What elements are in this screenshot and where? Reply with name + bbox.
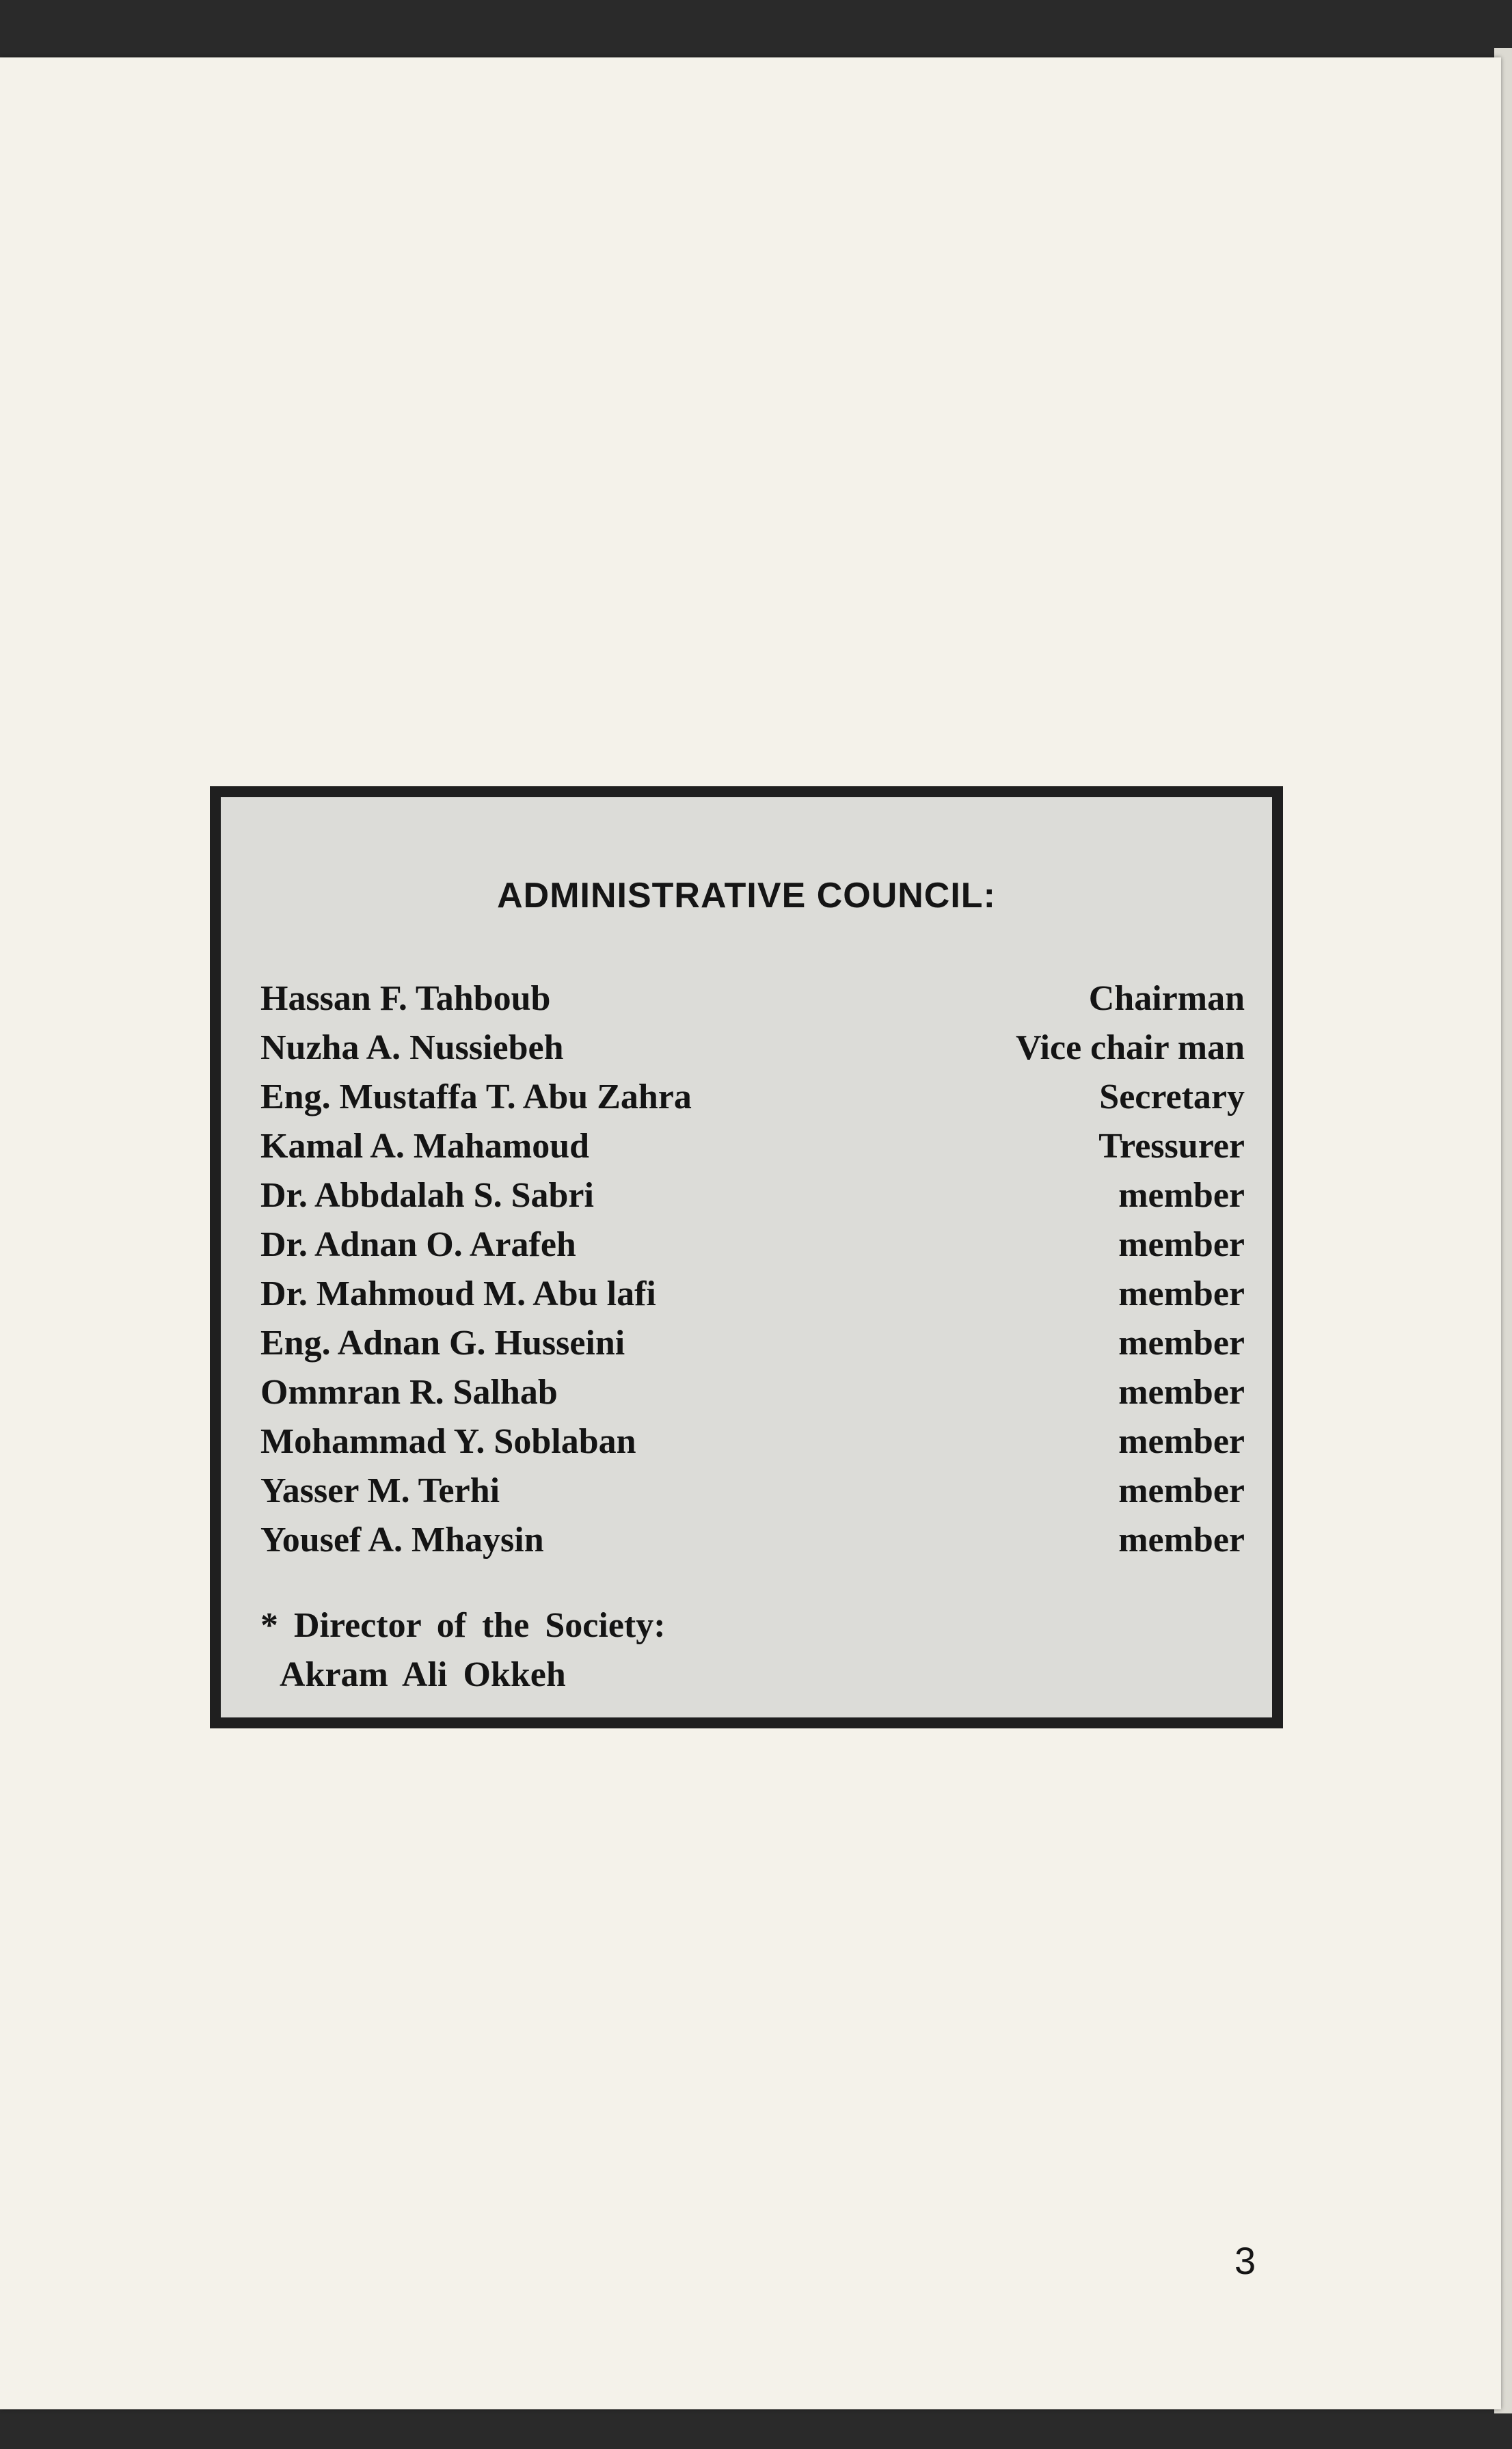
document-page: [0, 57, 1501, 2409]
council-members-list: [260, 974, 1245, 1564]
member-name: Yousef A. Mhaysin: [260, 1520, 544, 1560]
member-name: Dr. Adnan O. Arafeh: [260, 1224, 576, 1264]
member-name: Nuzha A. Nussiebeh: [260, 1028, 564, 1067]
member-role: member: [1118, 1421, 1245, 1461]
member-role: Secretary: [1099, 1077, 1245, 1116]
member-role: member: [1118, 1274, 1245, 1313]
member-role: member: [1118, 1372, 1245, 1412]
member-role: Chairman: [1088, 978, 1245, 1018]
member-row: [260, 1023, 1245, 1072]
member-row: [260, 1466, 1245, 1515]
member-name: Dr. Abbdalah S. Sabri: [260, 1175, 594, 1215]
member-row: [260, 1072, 1245, 1121]
member-name: Hassan F. Tahboub: [260, 978, 551, 1018]
member-row: [260, 974, 1245, 1023]
member-row: [260, 1367, 1245, 1417]
administrative-council-box: [210, 786, 1283, 1728]
member-name: Eng. Adnan G. Husseini: [260, 1323, 625, 1363]
director-name: Akram Ali Okkeh: [280, 1655, 566, 1694]
member-name: Yasser M. Terhi: [260, 1471, 500, 1510]
page-number: 3: [1234, 2239, 1256, 2282]
member-row: [260, 1417, 1245, 1466]
member-name: Mohammad Y. Soblaban: [260, 1421, 636, 1461]
member-role: member: [1118, 1224, 1245, 1264]
member-row: [260, 1318, 1245, 1367]
member-role: member: [1118, 1471, 1245, 1510]
member-role: member: [1118, 1323, 1245, 1363]
member-role: member: [1118, 1520, 1245, 1560]
member-row: [260, 1269, 1245, 1318]
member-row: [260, 1170, 1245, 1220]
member-name: Eng. Mustaffa T. Abu Zahra: [260, 1077, 692, 1116]
council-title: ADMINISTRATIVE COUNCIL:: [497, 876, 996, 915]
member-role: Tressurer: [1098, 1126, 1245, 1166]
member-row: [260, 1515, 1245, 1564]
director-label: * Director of the Society:: [260, 1606, 666, 1645]
member-name: Ommran R. Salhab: [260, 1372, 558, 1412]
member-name: Kamal A. Mahamoud: [260, 1126, 590, 1166]
member-role: Vice chair man: [1015, 1028, 1245, 1067]
director-note: [260, 1601, 666, 1700]
member-row: [260, 1121, 1245, 1170]
member-row: [260, 1220, 1245, 1269]
member-name: Dr. Mahmoud M. Abu lafi: [260, 1274, 656, 1313]
member-role: member: [1118, 1175, 1245, 1215]
